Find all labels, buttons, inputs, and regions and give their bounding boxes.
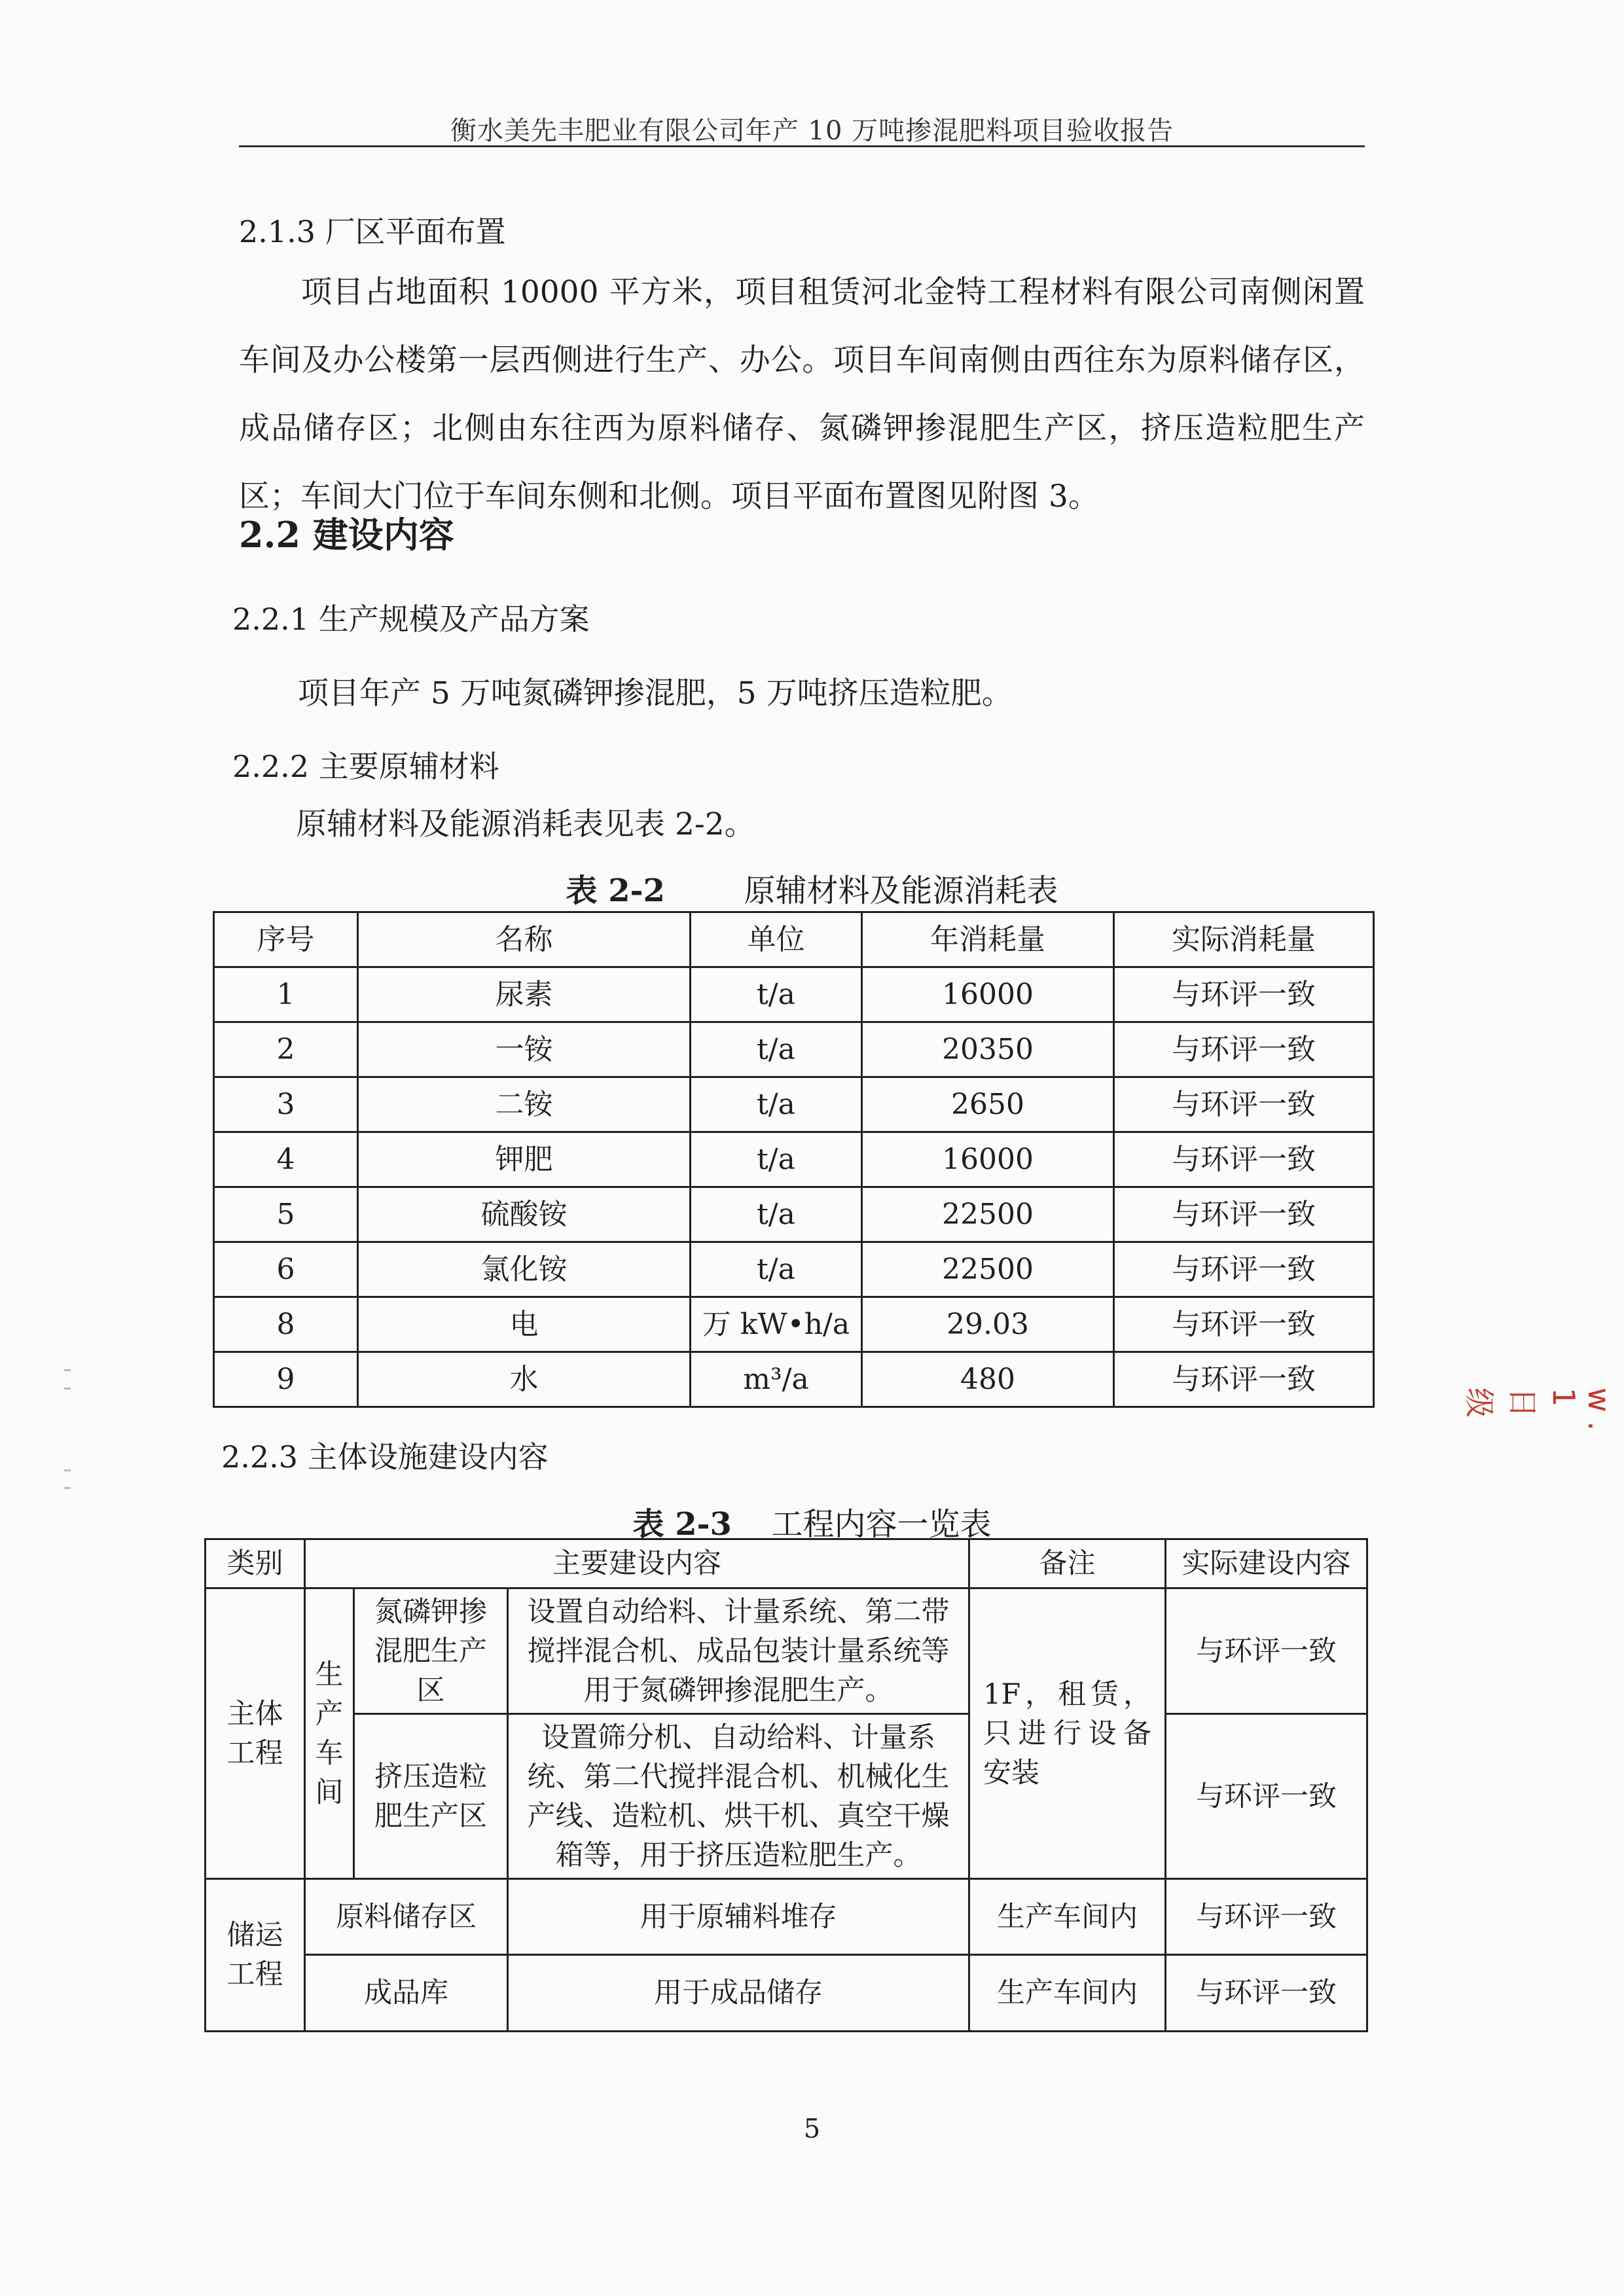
- section-2-1-3-body: 项目占地面积 10000 平方米，项目租赁河北金特工程材料有限公司南侧闲置车间及办公楼第一层西侧进行生产、办公。项目车间南侧由西往东为原料储存区，成品储存区；北侧由东往西为原料储存、氮磷钾掺混肥生产区，挤压造粒肥生产区；车间大门位于车间东侧和北侧。项目平面布置图见附图 3。: [239, 274, 1365, 514]
- table-cell: t/a: [691, 1022, 862, 1077]
- table-cell: 与环评一致: [1114, 1132, 1374, 1187]
- section-2-2-heading: 2.2 建设内容: [239, 514, 454, 556]
- table-cell: 29.03: [862, 1297, 1114, 1352]
- table-row: [214, 967, 1374, 1022]
- category-cell: 主体工程: [206, 1588, 305, 1879]
- table-row: [214, 1297, 1374, 1352]
- section-2-2-2-body: 原辅材料及能源消耗表见表 2-2。: [296, 806, 755, 842]
- category-cell: 储运工程: [206, 1879, 305, 2032]
- note-cell: 1F，租赁，只进行设备安装: [969, 1588, 1166, 1879]
- table-cell: 与环评一致: [1114, 1352, 1374, 1407]
- table-cell: 9: [214, 1352, 358, 1407]
- table-cell: 水: [358, 1352, 691, 1407]
- actual-cell: 与环评一致: [1166, 1955, 1367, 2032]
- scan-speck: [64, 1369, 71, 1371]
- content-cell: 用于成品储存: [508, 1955, 969, 2032]
- table-cell: 与环评一致: [1114, 1242, 1374, 1297]
- table-cell: 1: [214, 967, 358, 1022]
- column-header: 名称: [358, 912, 691, 967]
- column-header: 类别: [206, 1539, 305, 1588]
- header-divider: [239, 145, 1365, 147]
- table-row: [206, 1879, 1367, 1955]
- table-cell: t/a: [691, 1242, 862, 1297]
- area-name-cell: 原料储存区: [305, 1879, 508, 1955]
- scan-speck: [64, 1469, 71, 1471]
- column-header: 实际消耗量: [1114, 912, 1374, 967]
- table-cell: 2650: [862, 1077, 1114, 1132]
- section-2-2-1-body: 项目年产 5 万吨氮磷钾掺混肥，5 万吨挤压造粒肥。: [298, 675, 1013, 711]
- table-row: [214, 1352, 1374, 1407]
- scan-speck: [64, 1487, 71, 1489]
- table-cell: 尿素: [358, 967, 691, 1022]
- table-cell: 20350: [862, 1022, 1114, 1077]
- section-2-1-3-heading: 2.1.3 厂区平面布置: [239, 214, 506, 249]
- page-number: 5: [803, 2114, 821, 2144]
- table-cell: 22500: [862, 1242, 1114, 1297]
- table-2-2-caption-number: 表 2-2: [566, 872, 665, 909]
- table-cell: 与环评一致: [1114, 1022, 1374, 1077]
- column-header: 实际建设内容: [1166, 1539, 1367, 1588]
- table-2-3: [204, 1538, 1368, 2032]
- margin-stamp-fragment: w. 1 日 级: [1462, 1388, 1617, 1443]
- table-cell: 6: [214, 1242, 358, 1297]
- table-cell: t/a: [691, 1132, 862, 1187]
- actual-cell: 与环评一致: [1166, 1588, 1367, 1714]
- table-2-3-caption-number: 表 2-3: [632, 1506, 732, 1543]
- table-cell: 16000: [862, 1132, 1114, 1187]
- section-2-2-1-heading: 2.2.1 生产规模及产品方案: [232, 601, 590, 637]
- sub-category-cell: 生产车间: [305, 1588, 354, 1879]
- actual-cell: 与环评一致: [1166, 1879, 1367, 1955]
- table-cell: 电: [358, 1297, 691, 1352]
- content-cell: 设置筛分机、自动给料、计量系统、第二代搅拌混合机、机械化生产线、造粒机、烘干机、真空干燥箱等，用于挤压造粒肥生产。: [508, 1714, 969, 1879]
- table-cell: 480: [862, 1352, 1114, 1407]
- table-2-2: [213, 911, 1375, 1408]
- section-2-2-3-heading: 2.2.3 主体设施建设内容: [221, 1439, 549, 1475]
- table-cell: 钾肥: [358, 1132, 691, 1187]
- table-row: [214, 1077, 1374, 1132]
- table-row: [214, 1022, 1374, 1077]
- table-header-row: [214, 912, 1374, 967]
- table-cell: 与环评一致: [1114, 967, 1374, 1022]
- column-header: 备注: [969, 1539, 1166, 1588]
- scan-speck: [64, 1388, 71, 1390]
- table-cell: 与环评一致: [1114, 1077, 1374, 1132]
- table-cell: 5: [214, 1187, 358, 1242]
- area-name-cell: 氮磷钾掺混肥生产区: [354, 1588, 508, 1714]
- column-header: 主要建设内容: [305, 1539, 969, 1588]
- table-cell: 2: [214, 1022, 358, 1077]
- table-row: [206, 1714, 1367, 1879]
- table-cell: 与环评一致: [1114, 1187, 1374, 1242]
- table-cell: 3: [214, 1077, 358, 1132]
- column-header: 年消耗量: [862, 912, 1114, 967]
- table-2-2-caption-title: 原辅材料及能源消耗表: [744, 872, 1058, 909]
- table-row: [206, 1588, 1367, 1714]
- content-cell: 用于原辅料堆存: [508, 1879, 969, 1955]
- section-2-2-2-heading: 2.2.2 主要原辅材料: [232, 749, 499, 784]
- table-cell: t/a: [691, 1187, 862, 1242]
- table-row: [206, 1955, 1367, 2032]
- actual-cell: 与环评一致: [1166, 1714, 1367, 1879]
- column-header: 序号: [214, 912, 358, 967]
- content-cell: 设置自动给料、计量系统、第二带搅拌混合机、成品包装计量系统等用于氮磷钾掺混肥生产。: [508, 1588, 969, 1714]
- table-cell: t/a: [691, 967, 862, 1022]
- area-name-cell: 挤压造粒肥生产区: [354, 1714, 508, 1879]
- table-cell: m³/a: [691, 1352, 862, 1407]
- table-cell: 16000: [862, 967, 1114, 1022]
- area-name-cell: 成品库: [305, 1955, 508, 2032]
- report-header-title: 衡水美先丰肥业有限公司年产 10 万吨掺混肥料项目验收报告: [450, 116, 1174, 146]
- table-header-row: [206, 1539, 1367, 1588]
- table-cell: 与环评一致: [1114, 1297, 1374, 1352]
- table-cell: 氯化铵: [358, 1242, 691, 1297]
- table-row: [214, 1242, 1374, 1297]
- table-2-2-caption: [0, 865, 1624, 910]
- table-cell: t/a: [691, 1077, 862, 1132]
- table-cell: 二铵: [358, 1077, 691, 1132]
- table-cell: 万 kW•h/a: [691, 1297, 862, 1352]
- note-cell: 生产车间内: [969, 1879, 1166, 1955]
- table-cell: 4: [214, 1132, 358, 1187]
- table-cell: 一铵: [358, 1022, 691, 1077]
- table-2-3-caption-title: 工程内容一览表: [771, 1506, 992, 1543]
- table-row: [214, 1187, 1374, 1242]
- note-cell: 生产车间内: [969, 1955, 1166, 2032]
- table-cell: 8: [214, 1297, 358, 1352]
- table-row: [214, 1132, 1374, 1187]
- column-header: 单位: [691, 912, 862, 967]
- table-cell: 硫酸铵: [358, 1187, 691, 1242]
- table-2-3-caption: [0, 1499, 1624, 1544]
- table-cell: 22500: [862, 1187, 1114, 1242]
